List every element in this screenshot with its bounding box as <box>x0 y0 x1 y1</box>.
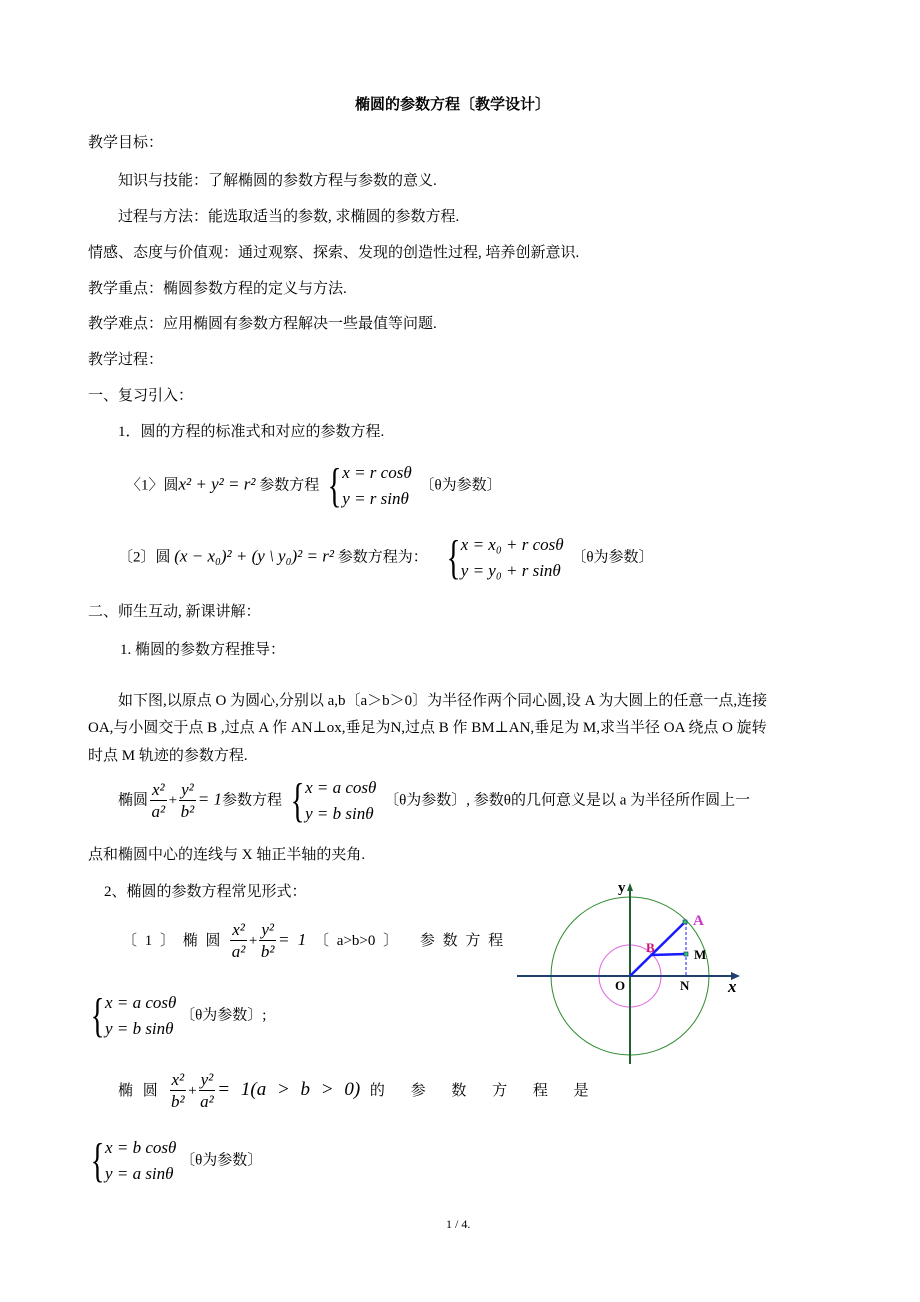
eq-lhs: x² + y² = r² <box>178 474 256 494</box>
sys-row: y = a sinθ <box>105 1164 174 1183</box>
sys-row: x = b cosθ <box>105 1138 177 1157</box>
sys-row: x = a cosθ <box>305 778 377 797</box>
objectives-label: 教学目标： <box>88 135 164 151</box>
paragraph-line: OA,与小圆交于点 B ,过点 A 作 AN⊥ox,垂足为N,过点 B 作 BM⊥AN,垂足为 M,求当半径 OA 绕点 O 旋转 <box>88 720 767 736</box>
section-1-heading: 一、复习引入： <box>88 388 194 404</box>
sys-row: x = a cosθ <box>105 993 177 1012</box>
label-y: y <box>618 880 626 896</box>
plus-sign: + <box>168 792 178 809</box>
key-point: 教学重点：椭圆参数方程的定义与方法. <box>88 281 347 297</box>
eq-rhs: = 1(a > b > 0) <box>217 1078 361 1100</box>
sys-row: x = x₀ + r cosθ <box>460 535 564 554</box>
eq-prefix: 〔 1 〕 椭 圆 <box>122 932 221 949</box>
denominator: b² <box>171 1092 185 1111</box>
denominator: a² <box>151 801 166 821</box>
eq-mid: 参数方程为： <box>337 549 428 566</box>
item-2: 1. 椭圆的参数方程推导： <box>120 642 286 658</box>
label-x: x <box>728 977 737 996</box>
eq-lhs: (x − x₀)² + (y \ y₀)² = r² <box>174 546 334 566</box>
item-1: 1．圆的方程的标准式和对应的参数方程. <box>118 424 385 440</box>
sys-row: y = b sinθ <box>105 1019 174 1038</box>
denominator: a² <box>231 942 246 961</box>
item-3: 2、椭圆的参数方程常见形式： <box>104 884 307 900</box>
numerator: y² <box>181 779 194 799</box>
paragraph-line: 如下图,以原点 O 为圆心,分别以 a,b〔a＞b＞0〕为半径作两个同心圆,设 A 为大圆上的任意一点,连接 <box>118 693 768 709</box>
y-axis-arrow-icon <box>627 883 633 891</box>
brace-icon: { <box>290 774 305 827</box>
eq-note: 〔θ为参数〕, 参数θ的几何意义是以 a 为半径所作圆上一 <box>384 792 751 809</box>
point-A-marker <box>683 920 687 924</box>
plus-sign: + <box>188 1082 197 1099</box>
brace-icon: { <box>90 1134 105 1187</box>
segment-OA <box>630 922 685 976</box>
denominator: b² <box>180 801 195 821</box>
eq-mid: 参数方程 <box>222 792 283 809</box>
eq-note: 〔θ为参数〕 <box>571 549 654 566</box>
eq-prefix: 〔2〕圆 <box>118 549 171 566</box>
eq-rhs: = 1 <box>197 789 223 809</box>
label-O: O <box>615 978 626 993</box>
numerator: y² <box>261 920 275 939</box>
sys-row: y = y₀ + r sinθ <box>460 561 561 580</box>
label-N: N <box>680 978 690 993</box>
numerator: x² <box>171 1070 185 1089</box>
point-M-marker <box>684 952 688 956</box>
eq-note: 〔θ为参数〕; <box>180 1007 267 1024</box>
eq-mid: 参数方程 <box>259 477 320 494</box>
label-B: B <box>646 940 655 955</box>
brace-icon: { <box>446 531 461 584</box>
eq-mid: 参 数 方 程 <box>419 932 504 949</box>
ellipse-note-continued: 点和椭圆中心的连线与 X 轴正半轴的夹角. <box>88 847 366 863</box>
eq-prefix: 〈1〉圆 <box>126 477 179 494</box>
sys-row: y = r sinθ <box>342 489 409 508</box>
plus-sign: + <box>248 932 258 949</box>
emotion-goal: 情感、态度与价值观：通过观察、探索、发现的创造性过程, 培养创新意识. <box>88 245 580 261</box>
label-A: A <box>693 913 704 929</box>
eq-mid: 的 参 数 方 程 是 <box>369 1082 597 1099</box>
label-M: M <box>694 947 707 962</box>
sys-row: y = b sinθ <box>305 804 374 823</box>
eq-note: 〔θ为参数〕 <box>180 1152 263 1169</box>
brace-icon: { <box>90 989 105 1042</box>
brace-icon: { <box>327 459 342 512</box>
eq-prefix: 椭圆 <box>118 792 149 809</box>
numerator: y² <box>200 1070 214 1089</box>
paragraph-line: 时点 M 轨迹的参数方程. <box>88 748 248 764</box>
eq-condition: 〔 a>b>0 〕 <box>314 932 399 949</box>
denominator: a² <box>200 1092 214 1111</box>
knowledge-goal: 知识与技能：了解椭圆的参数方程与参数的意义. <box>118 173 437 189</box>
sys-row: x = r cosθ <box>342 463 412 482</box>
difficulty: 教学难点：应用椭圆有参数方程解决一些最值等问题. <box>88 316 437 332</box>
page-footer: 1 / 4. <box>446 1217 471 1231</box>
eq-prefix: 椭 圆 <box>118 1082 158 1099</box>
process-label: 教学过程： <box>88 352 164 368</box>
page-title: 椭圆的参数方程〔教学设计〕 <box>355 97 551 113</box>
eq-note: 〔θ为参数〕 <box>419 477 502 494</box>
section-2-heading: 二、师生互动, 新课讲解： <box>88 604 261 620</box>
eq-rhs: = 1 <box>278 929 307 949</box>
numerator: x² <box>152 779 165 799</box>
numerator: x² <box>232 920 245 939</box>
denominator: b² <box>260 942 275 961</box>
segment-BM <box>652 954 685 955</box>
process-goal: 过程与方法：能选取适当的参数, 求椭圆的参数方程. <box>118 209 460 225</box>
